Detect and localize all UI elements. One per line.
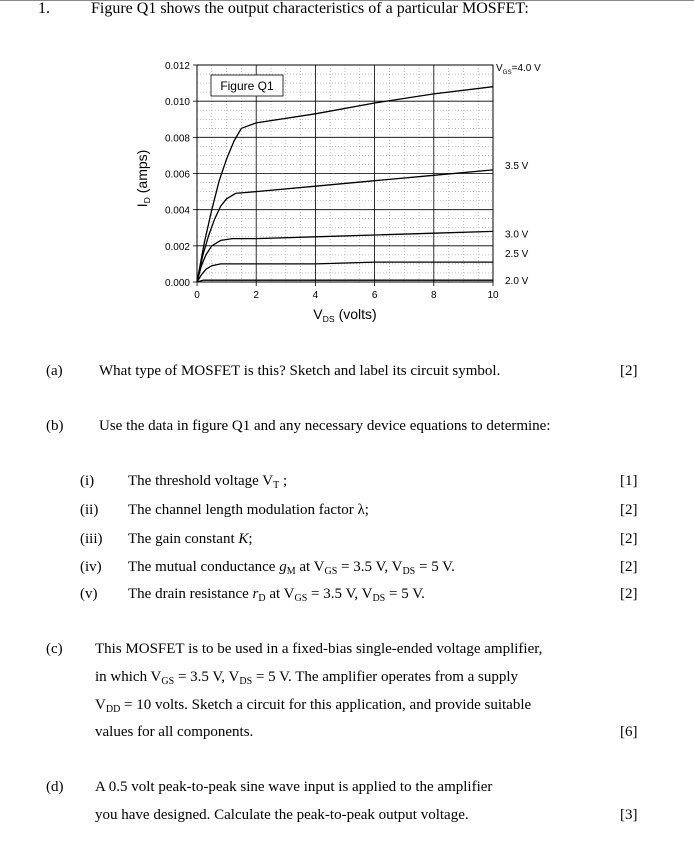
y-tick-label: 0.004 [164,205,190,217]
part-b-ii-marks: [2] [620,502,638,518]
series-label: 2.0 V [505,276,529,288]
x-tick-label: 0 [194,290,200,301]
part-b-iii-marks: [2] [620,531,638,547]
part-d-line2: you have designed. Calculate the peak-to-peak output voltage. [95,807,469,823]
part-c-marks: [6] [620,724,638,740]
part-b-iv-text: The mutual conductance $g_M$ at $V_{GS} = 3.5$ V, $V_{DS} = 5$ V. [128,559,455,577]
part-b-i-marks: [1] [620,473,638,489]
y-tick-label: 0.010 [164,97,190,109]
series-label: $V_{GS}=4.0$ V [496,63,541,76]
part-b-i-label: (i) [80,473,95,489]
series-line-vgs-3-5-v [197,170,493,282]
series-label: 3.0 V [505,229,529,241]
part-d-label: (d) [46,779,64,795]
part-b-ii-text: The channel length modulation factor λ; [128,502,369,518]
part-c-label: (c) [46,641,63,657]
figure-label: Figure Q1 [220,79,274,93]
part-c-line4: values for all components. [95,724,254,740]
y-axis-title: $I_D$ (amps) [134,149,152,208]
part-b-iv-marks: [2] [620,559,638,575]
question-intro: Figure Q1 shows the output characteristics of a particular MOSFET: [91,0,529,17]
y-tick-label: 0.002 [164,241,190,253]
part-b-text: Use the data in figure Q1 and any necessary device equations to determine: [99,418,551,434]
y-tick-label: 0.000 [164,278,190,289]
part-b-v-text: The drain resistance $r_D$ at $V_{GS} = 3.5$ V, $V_{DS} = 5$ V. [128,586,425,604]
series-line-vgs-4-0-v [197,87,493,282]
x-tick-label: 8 [431,290,437,301]
part-a-text: What type of MOSFET is this? Sketch and label its circuit symbol. [99,363,501,379]
part-d-line1: A 0.5 volt peak-to-peak sine wave input is applied to the amplifier [95,779,493,795]
part-b-iv-label: (iv) [80,559,102,575]
part-b-v-marks: [2] [620,586,638,602]
part-a-label: (a) [46,363,63,379]
output-characteristics-chart [0,0,694,340]
part-a-marks: [2] [620,363,638,379]
y-tick-label: 0.012 [164,61,190,72]
series-label: 2.5 V [505,249,529,261]
part-b-iii-label: (iii) [80,531,103,547]
part-b-i-text: The threshold voltage $V_T$ ; [128,473,288,491]
x-axis-title: $V_{DS}$ (volts) [313,306,377,324]
series-label: 3.5 V [505,160,529,172]
part-b-iii-text: The gain constant K; [128,531,253,547]
x-tick-label: 4 [312,290,319,301]
part-b-label: (b) [46,418,64,434]
part-c-line1: This MOSFET is to be used in a fixed-bias single-ended voltage amplifier, [95,641,543,657]
part-b-v-label: (v) [80,586,98,602]
x-tick-label: 10 [487,290,499,301]
part-d-marks: [3] [620,807,638,823]
x-tick-label: 2 [253,290,259,301]
y-tick-label: 0.008 [164,133,190,145]
x-tick-label: 6 [371,290,378,301]
part-c-line3: $V_{DD} = 10$ volts. Sketch a circuit for this application, and provide suitable [95,697,532,715]
part-c-line2: in which $V_{GS} = 3.5$ V, $V_{DS} = 5$ V. The amplifier operates from a supply [95,669,519,687]
part-b-ii-label: (ii) [80,502,99,518]
y-tick-label: 0.006 [164,169,190,181]
series-line-3-0-v [197,231,493,282]
question-number: 1. [38,0,50,17]
